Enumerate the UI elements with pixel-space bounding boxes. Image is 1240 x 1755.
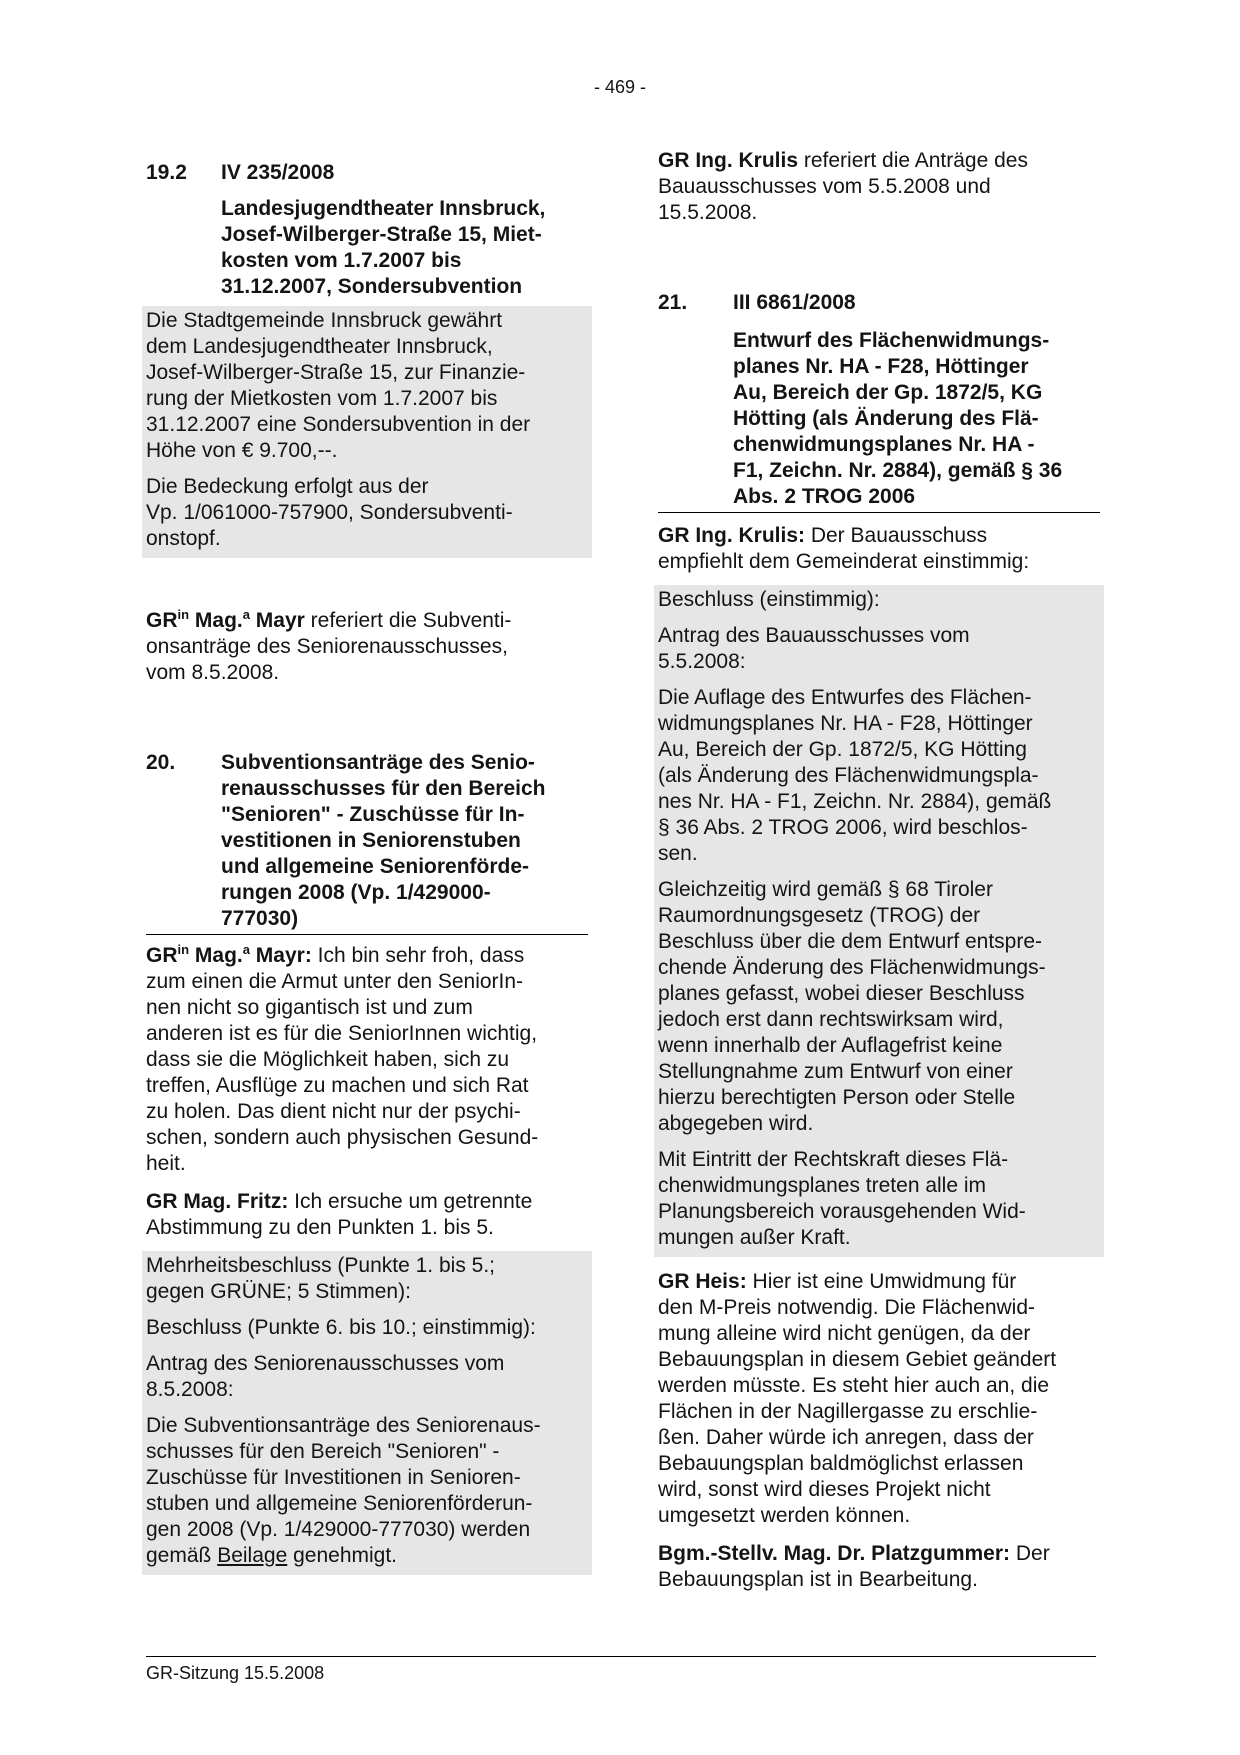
title-line: 777030) bbox=[221, 907, 299, 930]
title-line: Josef-Wilberger-Straße 15, Miet- bbox=[221, 223, 542, 246]
footer-divider bbox=[146, 1656, 1096, 1657]
speaker-name: GR Ing. Krulis bbox=[658, 149, 799, 172]
title-line: Abs. 2 TROG 2006 bbox=[733, 485, 916, 508]
speaker-name: $GR^{in}$ Mag.$^a$ Mayr: bbox=[146, 942, 312, 967]
decision-paragraph: Gleichzeitig wird gemäß § 68 Tiroler Raumordnungsgesetz (TROG) der Beschluss über die dem Entwurf entspre- chende Änderung des Flächenwidmungs- planes gefasst, wobei dieser Beschluss jedoch erst dann rechtswirksam wird, wenn innerhalb der Auflagefrist keine Stellungnahme zum Entwurf von einer hierzu berechtigten Person oder Stelle abgegeben wird. bbox=[658, 878, 1046, 1135]
right-column bbox=[658, 148, 1100, 1593]
decision-paragraph: Beschluss (einstimmig): bbox=[658, 588, 880, 611]
krulis-speech-paragraph: GR Ing. Krulis: Der Bauausschuss empfiehlt dem Gemeinderat einstimmig: bbox=[658, 524, 1030, 573]
item-19-2-decision-box bbox=[142, 306, 592, 558]
title-line: F1, Zeichn. Nr. 2884), gemäß § 36 bbox=[733, 459, 1063, 482]
decision-paragraph: Die Subventionsanträge des Seniorenaus- schusses für den Bereich "Senioren" - Zuschüsse für Investitionen in Senioren- stuben und allgemeine Seniorenförderun- gen 2008 (Vp. 1/429000-777030) werden gemäß Beilage genehmigt. bbox=[146, 1414, 541, 1567]
item-19-2-title bbox=[221, 196, 588, 302]
title-line: vestitionen in Seniorenstuben bbox=[221, 829, 521, 852]
title-line: rungen 2008 (Vp. 1/429000- bbox=[221, 881, 491, 904]
title-line: chenwidmungsplanes Nr. HA - bbox=[733, 433, 1035, 456]
decision-paragraph: Beschluss (Punkte 6. bis 10.; einstimmig): bbox=[146, 1316, 536, 1339]
item-reference: IV 235/2008 bbox=[221, 161, 335, 184]
decision-paragraph: Antrag des Bauausschusses vom 5.5.2008: bbox=[658, 624, 970, 673]
beilage-link[interactable]: Beilage bbox=[217, 1544, 288, 1567]
title-line: Entwurf des Flächenwidmungs- bbox=[733, 329, 1050, 352]
item-number: 19.2 bbox=[146, 161, 187, 184]
decision-paragraph: Antrag des Seniorenausschusses vom 8.5.2008: bbox=[146, 1352, 505, 1401]
item-21-heading bbox=[658, 290, 1100, 513]
item-number: 20. bbox=[146, 751, 176, 774]
title-line: Subventionsanträge des Senio- bbox=[221, 751, 535, 774]
left-column bbox=[146, 160, 588, 1575]
platzgummer-paragraph: Bgm.-Stellv. Mag. Dr. Platzgummer: Der Bebauungsplan ist in Bearbeitung. bbox=[658, 1542, 1050, 1591]
title-line: Hötting (als Änderung des Flä- bbox=[733, 407, 1039, 430]
title-line: Au, Bereich der Gp. 1872/5, KG bbox=[733, 381, 1043, 404]
decision-paragraph: Mit Eintritt der Rechtskraft dieses Flä- chenwidmungsplanes treten alle im Planungsbereich vorausgehenden Wid- mungen außer Kraft. bbox=[658, 1148, 1026, 1249]
item-19-2-heading bbox=[146, 160, 588, 186]
item-20-decision-box bbox=[142, 1251, 592, 1575]
title-line: planes Nr. HA - F28, Höttinger bbox=[733, 355, 1029, 378]
title-line: "Senioren" - Zuschüsse für In- bbox=[221, 803, 525, 826]
speaker-name: $GR^{in}$ Mag.$^a$ Mayr bbox=[146, 607, 305, 632]
fritz-paragraph: GR Mag. Fritz: Ich ersuche um getrennte Abstimmung zu den Punkten 1. bis 5. bbox=[146, 1190, 533, 1239]
speaker-name: GR Ing. Krulis: bbox=[658, 524, 805, 547]
title-line: und allgemeine Seniorenförde- bbox=[221, 855, 530, 878]
mayr-speech-paragraph: $GR^{in}$ Mag.$^a$ Mayr: Ich bin sehr froh, dass zum einen die Armut unter den SeniorIn- nen nicht so gigantisch ist und zum anderen ist es für die SeniorInnen wichtig, dass sie die Möglichkeit haben, sich zu treffen, Ausflüge zu machen und sich Rat zu holen. Das dient nicht nur der psychi- schen, sondern auch physischen Gesund- heit. bbox=[146, 942, 539, 1175]
decision-paragraph: Die Auflage des Entwurfes des Flächen- widmungsplanes Nr. HA - F28, Höttinger Au, Bereich der Gp. 1872/5, KG Hötting (als Änderung des Flächenwidmungspla- nes Nr. HA - F1, Zeichn. Nr. 2884), gemäß § 36 Abs. 2 TROG 2006, wird beschlos- sen. bbox=[658, 686, 1052, 865]
item-number: 21. bbox=[658, 291, 688, 314]
footer-label: GR-Sitzung 15.5.2008 bbox=[146, 1663, 325, 1683]
decision-paragraph: Die Stadtgemeinde Innsbruck gewährt dem Landesjugendtheater Innsbruck, Josef-Wilberger-Straße 15, zur Finanzie- rung der Mietkosten vom 1.7.2007 bis 31.12.2007 eine Sondersubvention in der Höhe von € 9.700,--. bbox=[146, 309, 531, 462]
coverage-paragraph: Die Bedeckung erfolgt aus der Vp. 1/061000-757900, Sondersubventi- onstopf. bbox=[146, 475, 513, 550]
title-line: kosten vom 1.7.2007 bis bbox=[221, 249, 462, 272]
heis-paragraph: GR Heis: Hier ist eine Umwidmung für den M-Preis notwendig. Die Flächenwid- mung alleine wird nicht genügen, da der Bebauungsplan in diesem Gebiet geändert werden müsste. Es steht hier auch an, die Flächen in der Nagillergasse zu erschlie- ßen. Daher würde ich anregen, dass der Bebauungsplan baldmöglichst erlassen wird, sonst wird dieses Projekt nicht umgesetzt werden können. bbox=[658, 1270, 1057, 1527]
title-line: renausschusses für den Bereich bbox=[221, 777, 546, 800]
mayr-intro-paragraph: $GR^{in}$ Mag.$^a$ Mayr referiert die Subventi- onsanträge des Seniorenausschusses, vom 8.5.2008. bbox=[146, 607, 512, 684]
title-line: 31.12.2007, Sondersubvention bbox=[221, 275, 523, 298]
speaker-name: GR Heis: bbox=[658, 1270, 747, 1293]
speaker-name: GR Mag. Fritz: bbox=[146, 1190, 289, 1213]
page-number: - 469 - bbox=[593, 77, 647, 97]
decision-paragraph: Mehrheitsbeschluss (Punkte 1. bis 5.; gegen GRÜNE; 5 Stimmen): bbox=[146, 1254, 496, 1303]
item-20-heading bbox=[146, 750, 588, 935]
krulis-intro-paragraph: GR Ing. Krulis referiert die Anträge des Bauausschusses vom 5.5.2008 und 15.5.2008. bbox=[658, 149, 1028, 224]
title-line: Landesjugendtheater Innsbruck, bbox=[221, 197, 546, 220]
speaker-name: Bgm.-Stellv. Mag. Dr. Platzgummer: bbox=[658, 1542, 1011, 1565]
item-reference: III 6861/2008 bbox=[733, 291, 856, 314]
item-21-decision-box bbox=[654, 585, 1104, 1257]
